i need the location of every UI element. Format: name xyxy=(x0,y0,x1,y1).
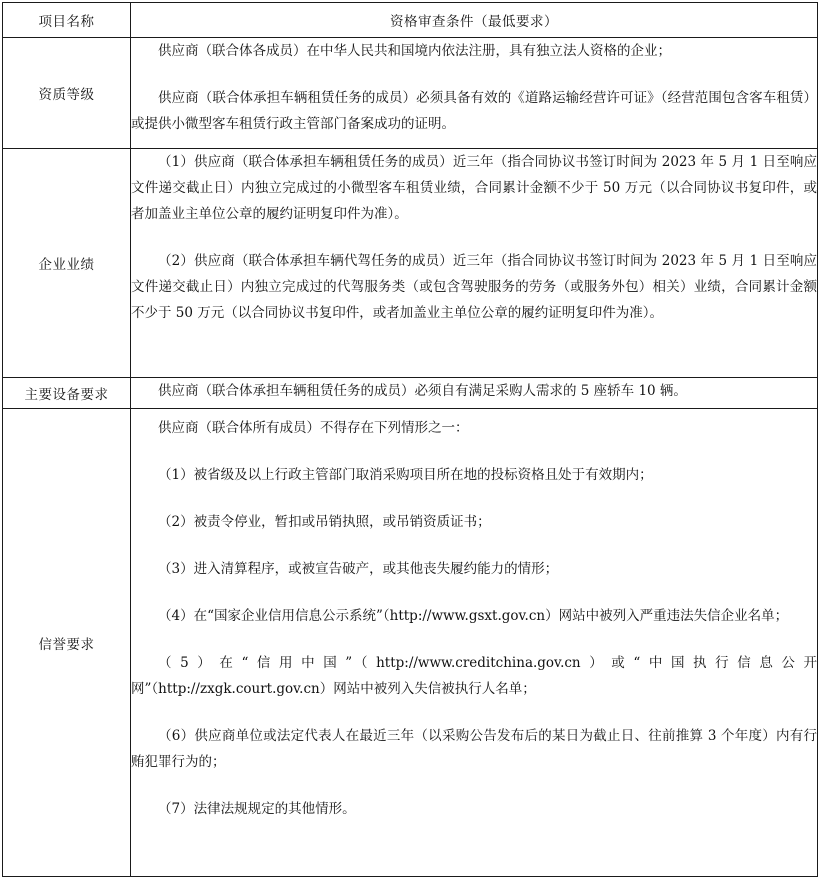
item-credit-requirements: 信誉要求 xyxy=(3,409,131,877)
condition-paragraph: （1）被省级及以上行政主管部门取消采购项目所在地的投标资格且处于有效期内； xyxy=(158,467,653,483)
conditions-main-equipment xyxy=(131,378,818,409)
condition-paragraph: （7）法律法规规定的其他情形。 xyxy=(158,801,356,817)
table-row-main-equipment xyxy=(3,378,818,409)
condition-paragraph: （2）供应商（联合体承担车辆代驾任务的成员）近三年（指合同协议书签订时间为 2023 年 5 月 1 日至响应文件递交截止日）内独立完成过的代驾服务类（或包含驾驶服务的劳务（或服务外包）相关）业绩，合同累计金额不少于 50 万元（以合同协议书复印件，或者加盖业主单位公章的履约证明复印件为准）。 xyxy=(131,253,817,321)
condition-paragraph: 供应商（联合体承担车辆租赁任务的成员）必须自有满足采购人需求的 5 座轿车 10 辆。 xyxy=(158,383,687,399)
item-enterprise-performance: 企业业绩 xyxy=(3,149,131,378)
condition-paragraph: （3）进入清算程序，或被宣告破产，或其他丧失履约能力的情形； xyxy=(158,561,559,577)
table-row-qualification-level xyxy=(3,38,818,149)
conditions-credit-requirements xyxy=(131,409,818,877)
condition-paragraph: （5）在“信用中国”（http://www.creditchina.gov.cn）或“中国执行信息公开网”（http://zxgk.court.gov.cn）网站中被列入失信被执行人名单； xyxy=(131,655,817,697)
conditions-enterprise-performance xyxy=(131,149,818,378)
header-item-name: 项目名称 xyxy=(3,3,131,38)
table-header-row xyxy=(3,3,818,38)
condition-paragraph: 供应商（联合体承担车辆租赁任务的成员）必须具备有效的《道路运输经营许可证》（经营范围包含客车租赁）或提供小微型客车租赁行政主管部门备案成功的证明。 xyxy=(131,90,817,132)
qualification-table xyxy=(2,2,818,877)
condition-paragraph: （6）供应商单位或法定代表人在最近三年（以采购公告发布后的某日为截止日、往前推算 3 个年度）内有行贿犯罪行为的； xyxy=(131,728,817,770)
condition-paragraph: 供应商（联合体所有成员）不得存在下列情形之一： xyxy=(158,420,469,436)
condition-paragraph: （1）供应商（联合体承担车辆租赁任务的成员）近三年（指合同协议书签订时间为 2023 年 5 月 1 日至响应文件递交截止日）内独立完成过的小微型客车租赁业绩，合同累计金额不少于 50 万元（以合同协议书复印件，或者加盖业主单位公章的履约证明复印件为准）。 xyxy=(131,154,817,222)
table-row-enterprise-performance xyxy=(3,149,818,378)
table-row-credit-requirements xyxy=(3,409,818,877)
item-qualification-level: 资质等级 xyxy=(3,38,131,149)
item-main-equipment: 主要设备要求 xyxy=(3,378,131,409)
conditions-qualification-level xyxy=(131,38,818,149)
header-conditions: 资格审查条件（最低要求） xyxy=(131,3,818,38)
condition-paragraph: （4）在“国家企业信用信息公示系统”（http://www.gsxt.gov.cn）网站中被列入严重违法失信企业名单； xyxy=(158,608,789,624)
condition-paragraph: 供应商（联合体各成员）在中华人民共和国境内依法注册，具有独立法人资格的企业； xyxy=(158,43,671,59)
condition-paragraph: （2）被责令停业，暂扣或吊销执照，或吊销资质证书； xyxy=(158,514,491,530)
